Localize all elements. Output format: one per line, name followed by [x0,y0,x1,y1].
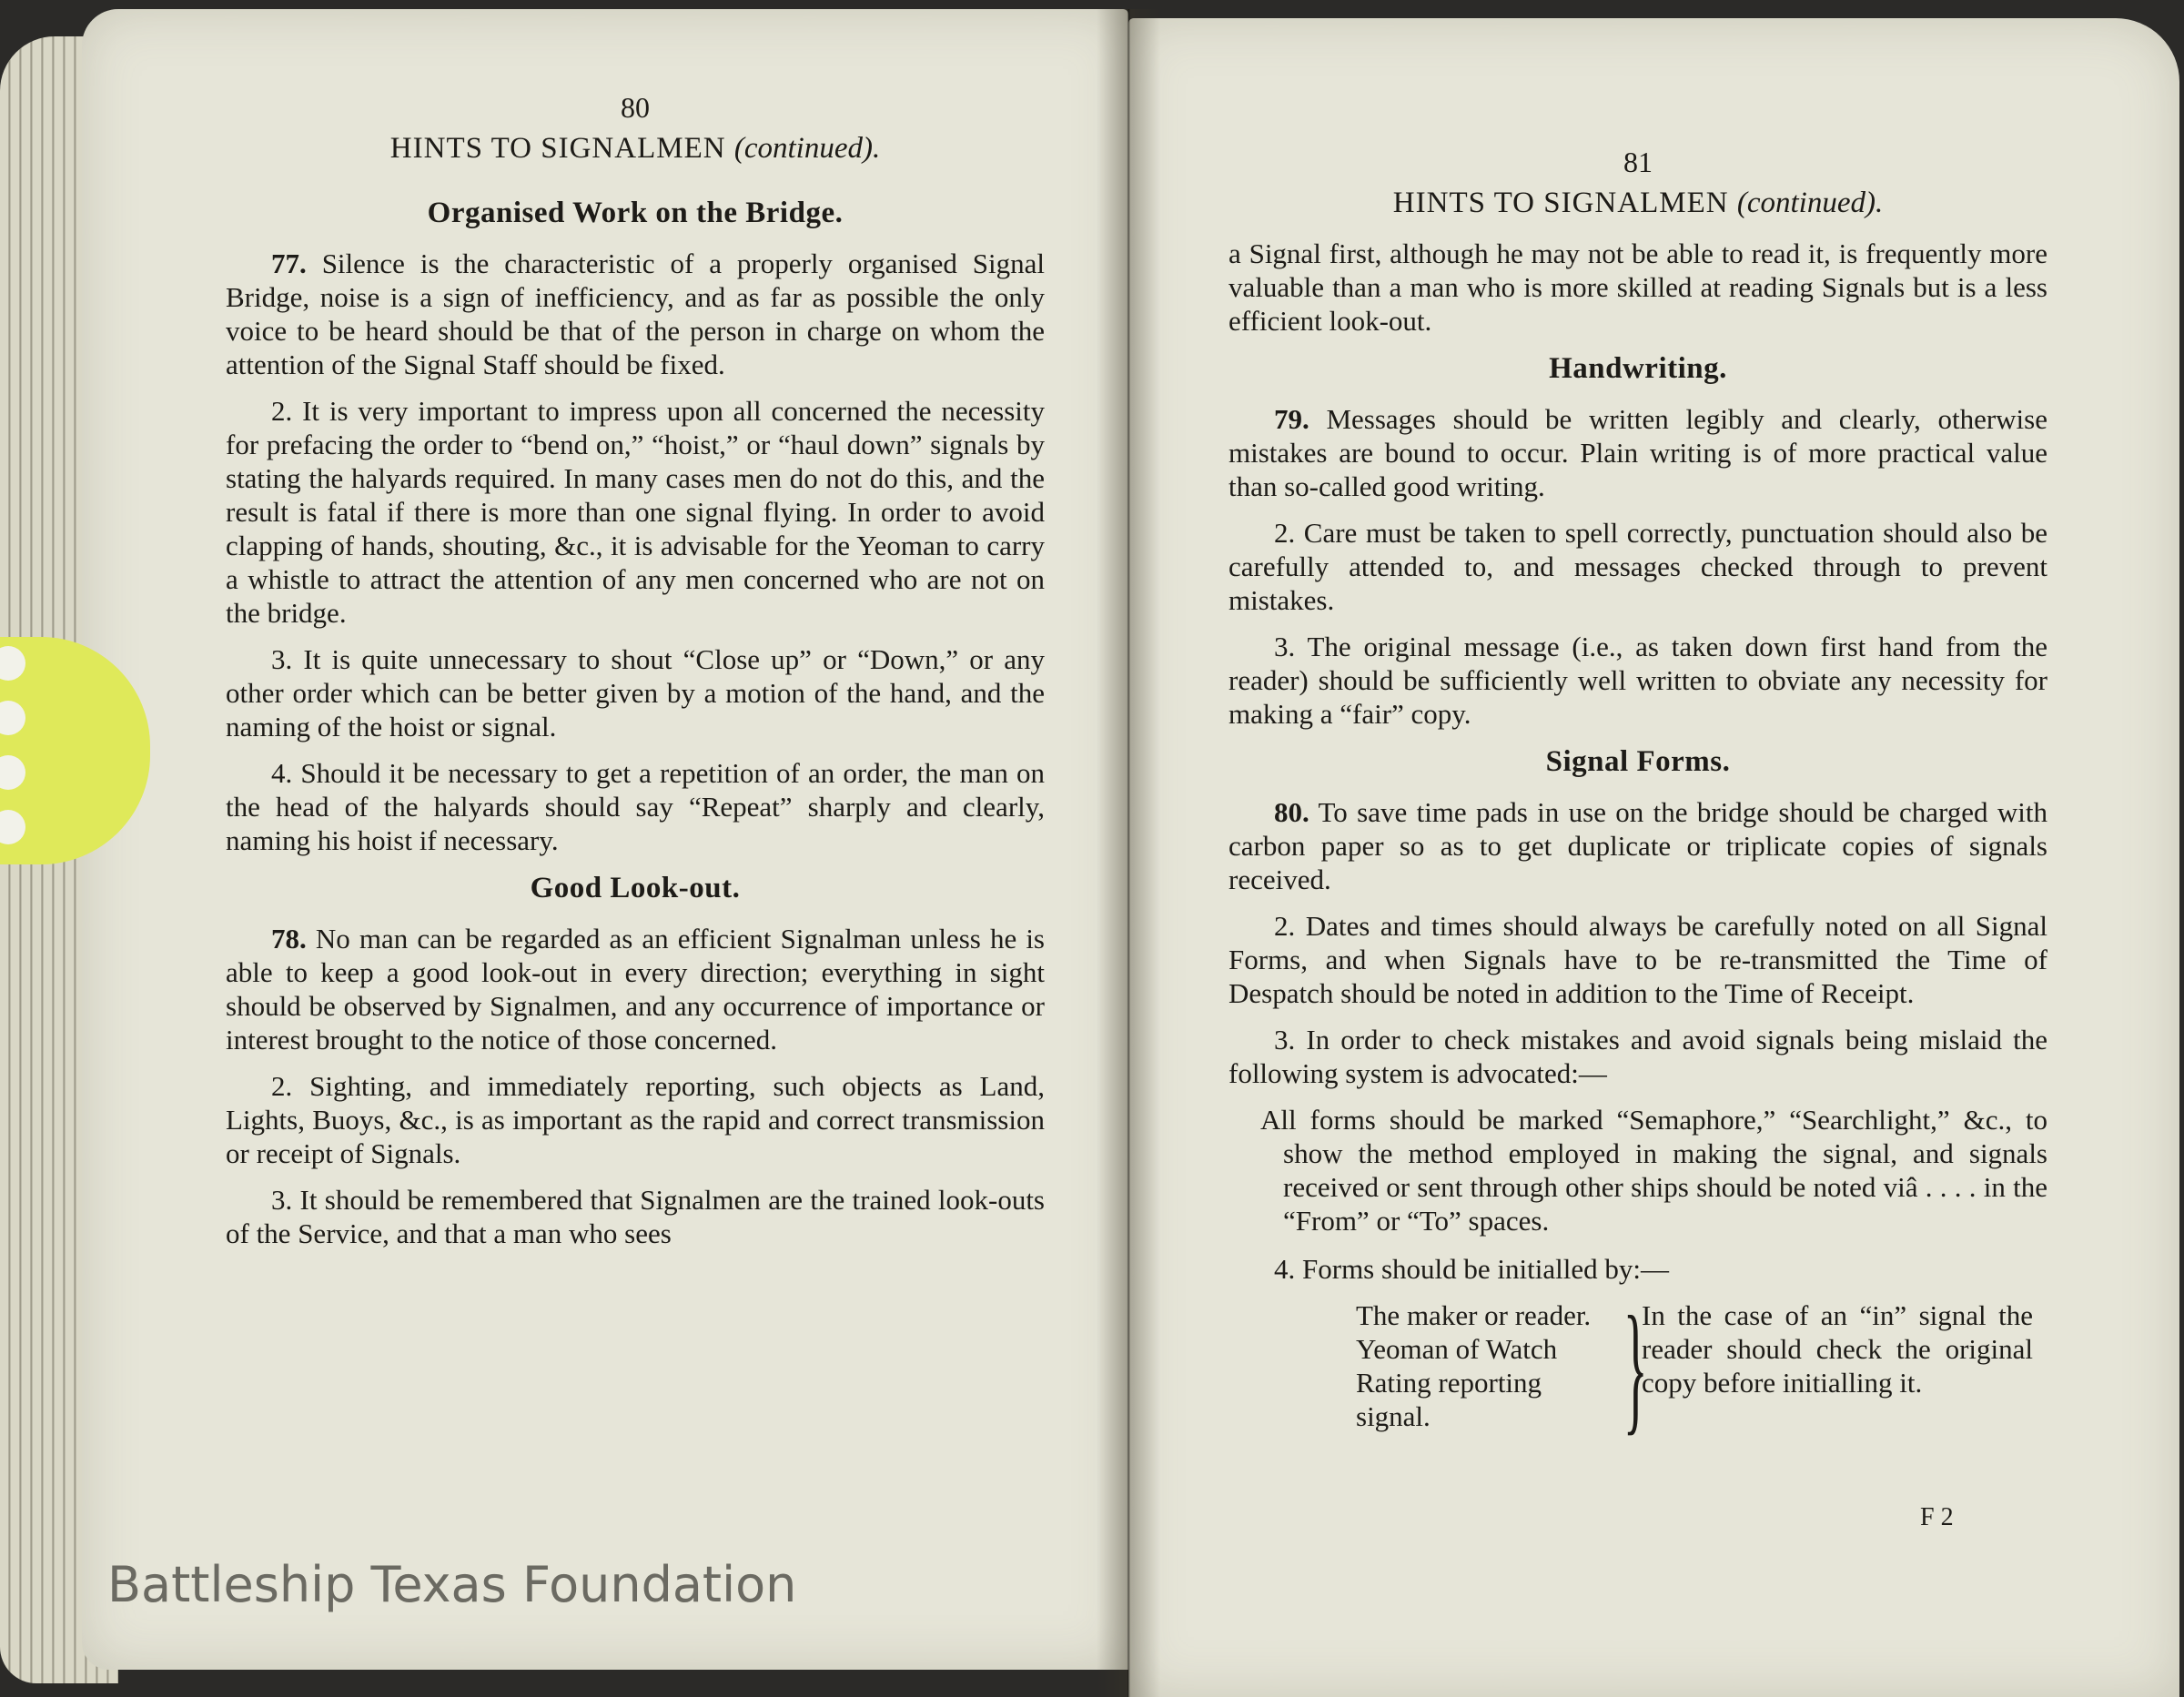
signature-mark: F 2 [1920,1503,1954,1531]
paragraph-text: Messages should be written legibly and clearly, otherwise mistakes are bound to occur. Plain writing is of more practical value than so-called good writing. [1228,403,2048,502]
list-item: All forms should be marked “Semaphore,” “Searchlight,” &c., to show the method employed in making the signal, and signals received or sent through other ships should be noted viâ . . . . in the “From” or “To” spaces. [1260,1104,2048,1237]
paragraph: 2. It is very important to impress upon all concerned the necessity for prefacing the order to “bend on,” “hoist,” or “haul down” signals by stating the halyards required. In many cases men do not do this, and the result is fatal if there is more than one signal flying. In order to avoid clapping of hands, shouting, &c., it is advisable for the Yeoman to carry a whistle to attract the attention of any men concerned who are not on the bridge. [226,395,1045,629]
paragraph: 3. In order to check mistakes and avoid signals being mislaid the following system is advocated:— [1228,1024,2048,1089]
running-head-continued: (continued). [733,132,881,165]
initial-table [1356,1286,2048,1448]
book-gutter [1097,9,1160,1697]
continued-paragraph: a Signal first, although he may not be able to read it, is frequently more valuable than a man who is more skilled at reading Signals but is a less efficient look-out. [1228,237,2048,337]
brace-glyph: } [1623,1286,1648,1448]
signer-item: The maker or reader. [1356,1299,1592,1331]
section-heading: Good Look-out. [530,872,741,904]
tab-dot [0,646,25,681]
paragraph: 3. It should be remembered that Signalmen are the trained look-outs of the Service, and that a man who sees [226,1184,1045,1249]
paragraph-text: No man can be regarded as an efficient Signalman unless he is able to keep a good look-out in every direction; everything in sight should be observed by Signalmen, and any occurrence of importance or interest brought to the notice of those concerned. [226,923,1045,1056]
paragraph-text: Silence is the characteristic of a properly organised Signal Bridge, noise is a sign of inefficiency, and as far as possible the only voice to be heard should be that of the person in charge on whom the attention of the Signal Staff should be fixed. [226,247,1045,380]
section-heading: Signal Forms. [1545,745,1731,778]
tab-dot [0,810,25,844]
left-page-text [226,91,1045,1263]
paragraph: 4. Should it be necessary to get a repetition of an order, the man on the head of the halyards should say “Repeat” sharply and clearly, naming his hoist if necessary. [226,757,1045,856]
paragraph: 3. It is quite unnecessary to shout “Close up” or “Down,” or any other order which can be better given by a motion of the hand, and the naming of the hoist or signal. [226,643,1045,742]
watermark: Battleship Texas Foundation [107,1556,797,1613]
page-number: 80 [621,91,650,124]
tab-dot [0,755,25,790]
paragraph: 2. Care must be taken to spell correctly, punctuation should also be carefully attended to, and messages checked through to prevent mistakes. [1228,517,2048,616]
running-head-title: HINTS TO SIGNALMEN [389,132,726,165]
running-head-title: HINTS TO SIGNALMEN [1392,187,1729,219]
section-heading: Handwriting. [1549,352,1727,385]
paragraph-number: 80. [1274,796,1309,828]
signer-note: In the case of an “in” signal the reader should check the original copy before initialling it. [1642,1299,2033,1399]
paragraph [1228,402,2048,503]
paragraph-number: 78. [271,923,307,955]
running-head [1228,187,2048,220]
paragraph [226,247,1045,381]
running-head [226,132,1045,166]
signer-item: Rating reporting signal. [1356,1367,1542,1432]
paragraph [1228,795,2048,896]
signers-list [1356,1298,1620,1435]
running-head-continued: (continued). [1736,187,1884,219]
section-heading: Organised Work on the Bridge. [427,197,844,229]
tab-dot [0,701,25,735]
paragraph: 2. Sighting, and immediately reporting, such objects as Land, Lights, Buoys, &c., is as important as the rapid and correct transmission or receipt of Signals. [226,1070,1045,1169]
right-page-text [1228,146,2048,1448]
paragraph [226,922,1045,1056]
page-number: 81 [1623,146,1653,178]
paragraph: 3. The original message (i.e., as taken down first hand from the reader) should be sufficiently well written to obviate any necessity for making a “fair” copy. [1228,631,2048,730]
signer-item: Yeoman of Watch [1356,1333,1558,1365]
paragraph-text: To save time pads in use on the bridge should be charged with carbon paper so as to get duplicate or triplicate copies of signals received. [1228,796,2048,895]
paragraph-number: 77. [271,247,307,279]
paragraph-number: 79. [1274,403,1309,435]
paragraph: 4. Forms should be initialled by:— [1274,1253,1669,1285]
paragraph: 2. Dates and times should always be carefully noted on all Signal Forms, and when Signals have to be re-transmitted the Time of Despatch should be noted in addition to the Time of Receipt. [1228,910,2048,1009]
